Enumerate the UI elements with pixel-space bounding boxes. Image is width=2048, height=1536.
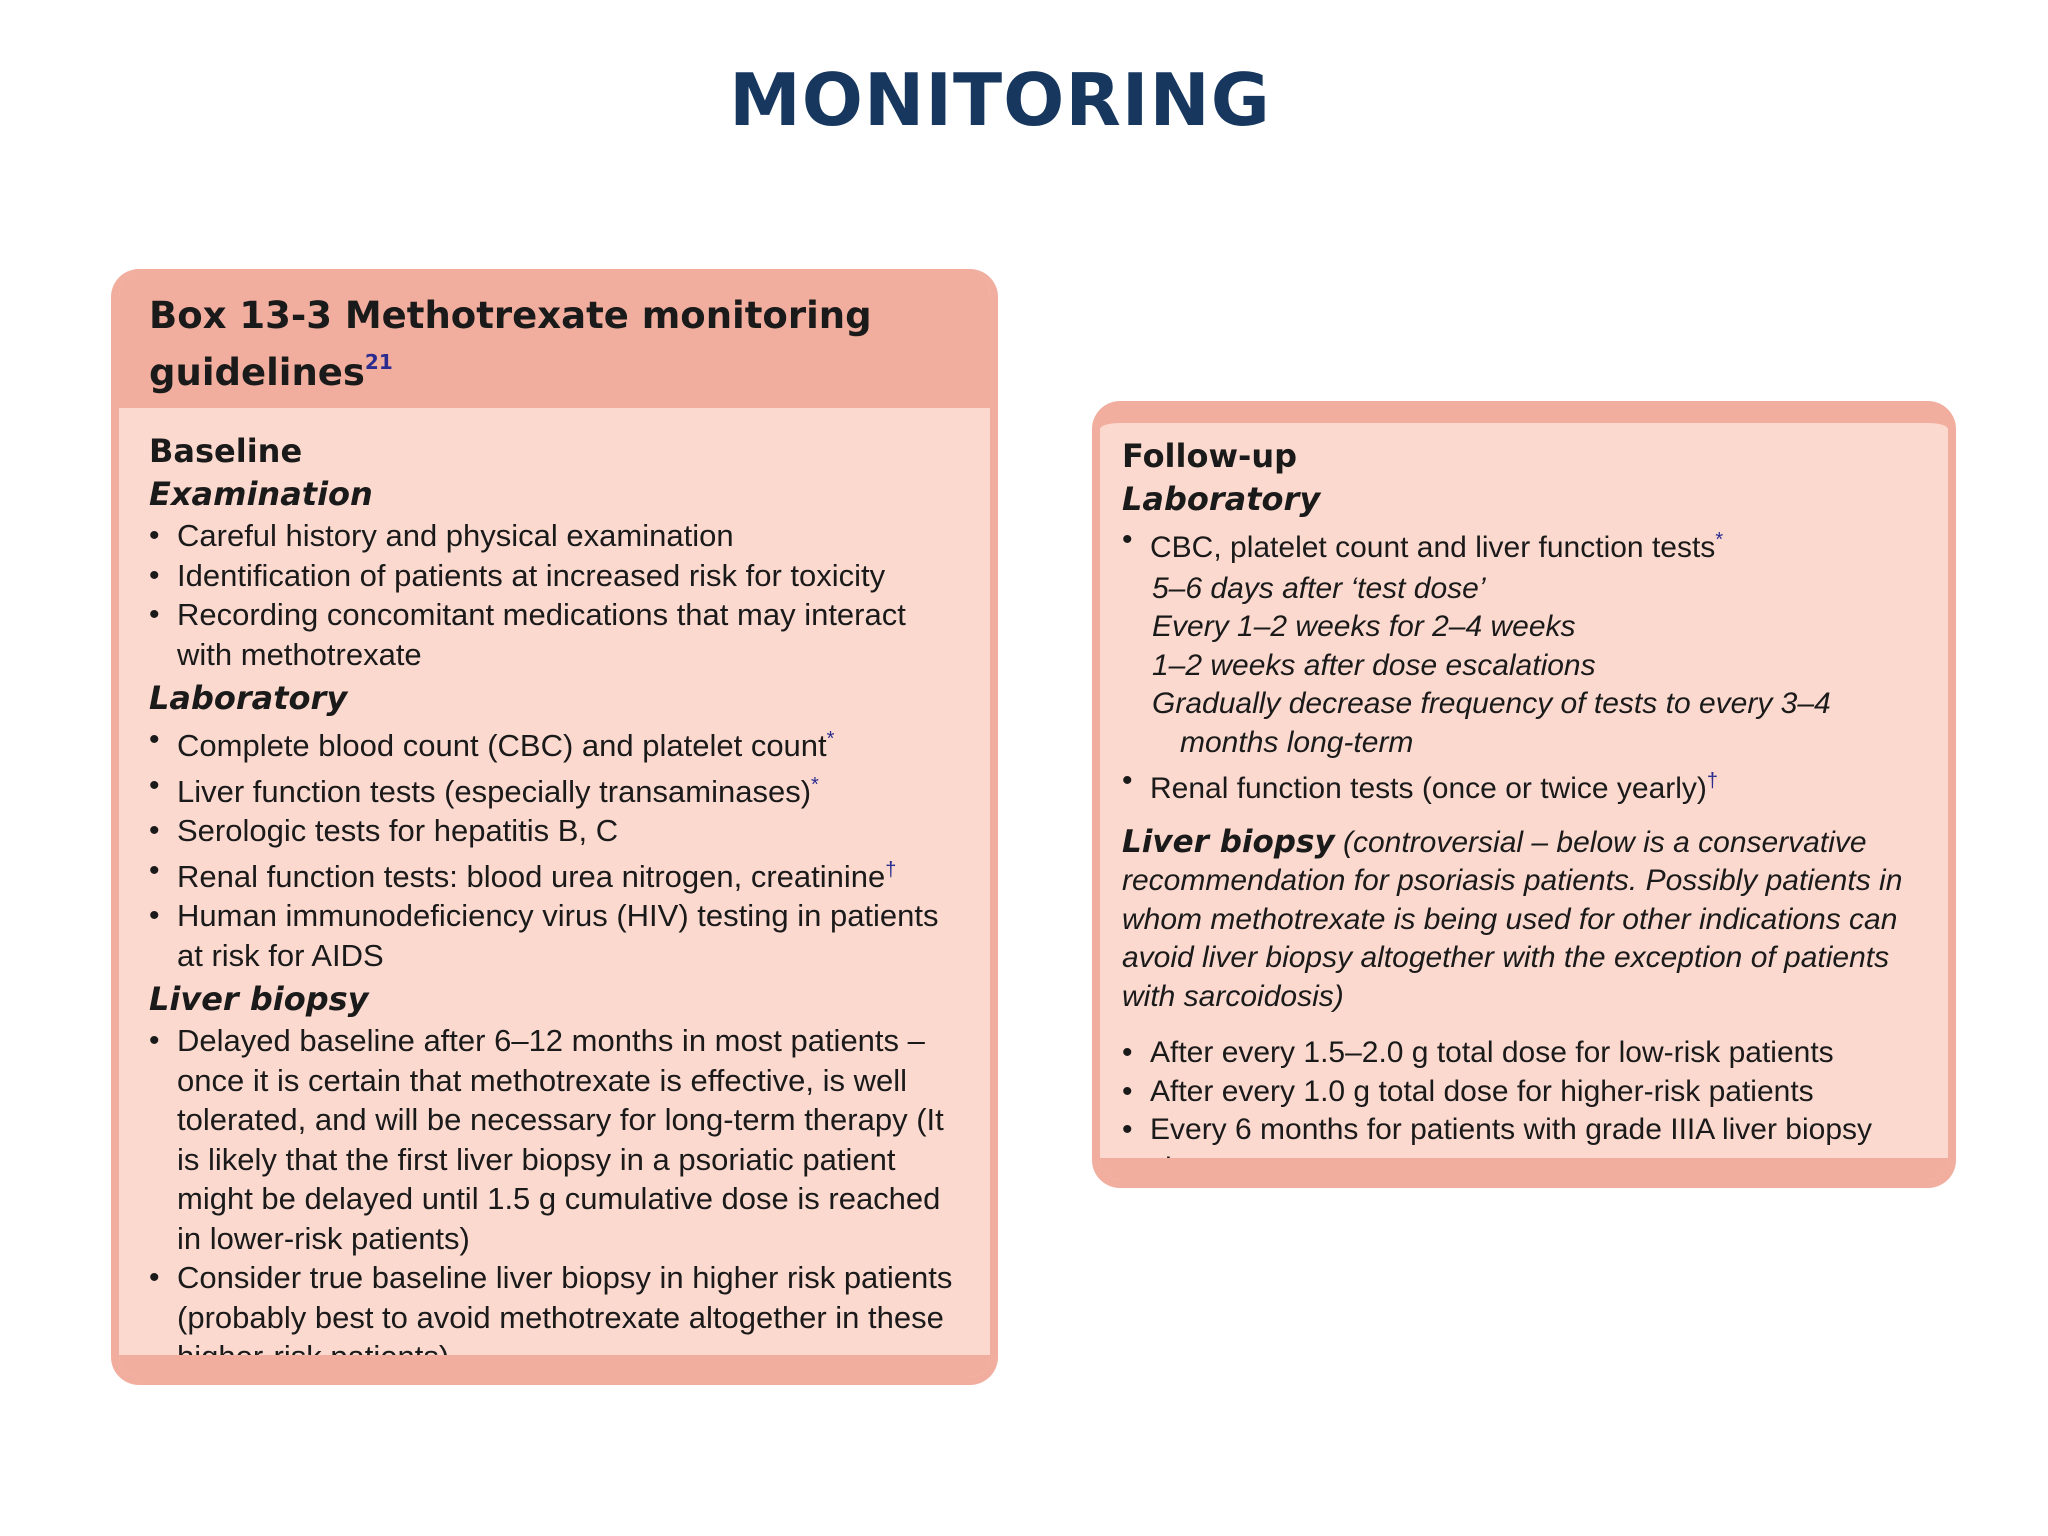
slide-title: MONITORING <box>729 58 1271 142</box>
list-item <box>149 896 966 975</box>
laboratory-list <box>149 720 966 975</box>
examination-list <box>149 516 966 674</box>
footnote-mark: † <box>885 858 897 881</box>
box-body <box>119 408 990 1377</box>
renal-test-list <box>1122 762 1924 809</box>
list-item: • Delayed baseline after 6–12 months in most patients – once it is certain that methotrexate is effective, is well tolerated, and will be necessary for long-term therapy (It is likely that the first liver biopsy in a psoriatic patient might be delayed until 1.5 g cumulative dose is reached in lower-risk patients) <box>149 1021 966 1258</box>
list-item: • Every 6 months for patients with grade IIIA liver biopsy <box>1122 1111 1924 1188</box>
baseline-guidelines-box <box>111 269 998 1385</box>
footnote-mark: * <box>1715 529 1724 551</box>
schedule-line: 1–2 weeks after dose escalations <box>1152 648 1596 682</box>
liver-biopsy-note-text: (controversial – below is a conservative recommendation for psoriasis patients. Possibly patients in whom methotrexate is being used for other indications can avoid liver biopsy altogether with the exception of patients with sarcoidosis) <box>1122 825 1903 1013</box>
box-title: Box 13-3 Methotrexate monitoring guidelines <box>149 294 872 394</box>
list-item-text: Human immunodeficiency virus (HIV) testing in patients at risk for AIDS <box>177 898 939 973</box>
box-footer-band <box>1100 1158 1948 1180</box>
liver-biopsy-list <box>149 1021 966 1377</box>
list-item-text: Complete blood count (CBC) and platelet count <box>177 728 827 763</box>
box-body <box>1100 423 1948 1188</box>
subheading-laboratory: Laboratory <box>149 679 348 717</box>
schedule-line: Gradually decrease frequency of tests to every 3–4 <box>1152 687 1831 720</box>
schedule-line: Every 1–2 weeks for 2–4 weeks <box>1152 610 1576 643</box>
list-item: • Careful history and physical examination <box>149 516 966 556</box>
subheading-liver-biopsy: Liver biopsy <box>149 980 369 1018</box>
subheading-laboratory: Laboratory <box>1122 480 1321 518</box>
subheading-examination: Examination <box>149 475 373 513</box>
followup-guidelines-box <box>1092 401 1956 1188</box>
schedule-line: months long-term <box>1180 725 1414 759</box>
reference-superscript: 21 <box>364 350 393 374</box>
footnote-mark: * <box>811 773 819 796</box>
list-item: • Consider true baseline liver biopsy in higher risk patients (probably best to avoid methotrexate altogether in these <box>149 1258 966 1377</box>
subheading-liver-biopsy: Liver biopsy <box>1122 823 1335 860</box>
list-item-text: CBC, platelet count and liver function tests <box>1150 531 1716 564</box>
list-item: • Recording concomitant medications that may interact with methotrexate <box>149 595 966 674</box>
box-header <box>119 269 990 408</box>
box-footer-band <box>119 1355 990 1377</box>
list-item-text: Renal function tests: blood urea nitrogen, creatinine <box>177 858 886 894</box>
list-item-text: Serologic tests for hepatitis B, C <box>177 813 619 848</box>
liver-biopsy-note <box>1122 823 1924 1017</box>
list-item <box>149 811 966 851</box>
footnote-mark: * <box>826 728 835 750</box>
list-item: • After every 1.5–2.0 g total dose for low-risk patients <box>1122 1034 1924 1073</box>
followup-laboratory-list <box>1122 521 1924 568</box>
section-heading-baseline: Baseline <box>149 432 303 470</box>
list-item <box>149 851 966 897</box>
list-item <box>149 720 966 766</box>
list-item <box>1122 762 1924 809</box>
schedule-line: 5–6 days after ‘test dose’ <box>1152 571 1486 605</box>
list-item-text: Liver function tests (especially transaminases) <box>177 773 812 809</box>
list-item <box>1122 521 1924 568</box>
list-item: • Identification of patients at increased risk for toxicity <box>149 556 966 596</box>
list-item: • After every 1.0 g total dose for higher-risk patients <box>1122 1073 1924 1112</box>
list-item-text: Renal function tests (once or twice yearly) <box>1150 772 1707 805</box>
footnote-mark: † <box>1706 770 1719 792</box>
section-heading-followup: Follow-up <box>1122 437 1297 475</box>
list-item <box>149 766 966 812</box>
